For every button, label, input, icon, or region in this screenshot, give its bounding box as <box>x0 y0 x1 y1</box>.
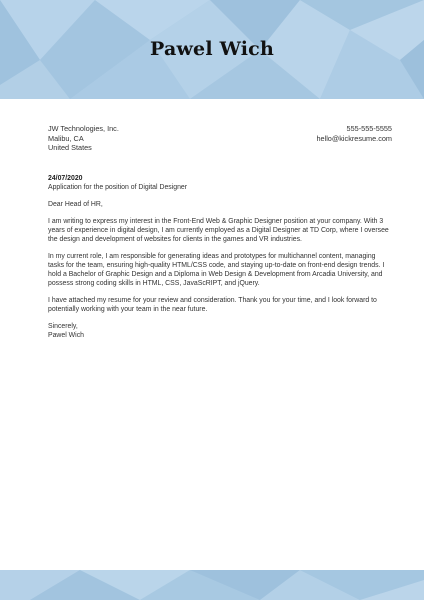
letter-paragraph: I am writing to express my interest in the Front-End Web & Graphic Designer position at your company. With 3 years of experience in digital design, I am currently employed as a Digital Designer at TD Corp, where I oversee the design and development of websites for clients in the games and VR industries. <box>48 218 389 243</box>
letter-date: 24/07/2020 <box>48 175 83 182</box>
recipient-company: JW Technologies, Inc. <box>48 124 119 133</box>
letter-closing: Sincerely, <box>48 322 78 330</box>
recipient-city: Malibu, CA <box>48 133 84 143</box>
contact-info <box>316 124 392 143</box>
letter-paragraph: In my current role, I am responsible for generating ideas and prototypes for multichannel content, managing tasks for the team, ensuring high-quality HTML/CSS code, and staying up-to-date on front-end design trends. I hold a Bachelor of Graphic Design and a Diploma in Web Design & Development from Arcadia University, and possess strong coding skills in HTML, CSS, JavaScRIPT, and jQuery. <box>48 253 385 287</box>
letter-paragraph: I have attached my resume for your review and consideration. Thank you for your time, and I look forward to potentially working with your team in the near future. <box>48 296 377 313</box>
recipient-country: United States <box>48 143 92 153</box>
footer-banner <box>0 570 424 600</box>
recipient-address <box>48 124 119 153</box>
letter-greeting: Dear Head of HR, <box>48 201 103 209</box>
header-banner <box>0 0 424 99</box>
polygon-pattern-footer <box>0 570 424 600</box>
letter-body <box>48 175 393 340</box>
contact-phone: 555-555-5555 <box>346 124 392 133</box>
header-name: Pawel Wich <box>150 38 274 60</box>
letter-subject: Application for the position of Digital Designer <box>48 183 188 191</box>
contact-email: hello@kickresume.com <box>316 133 392 143</box>
letter-signature: Pawel Wich <box>48 331 84 339</box>
